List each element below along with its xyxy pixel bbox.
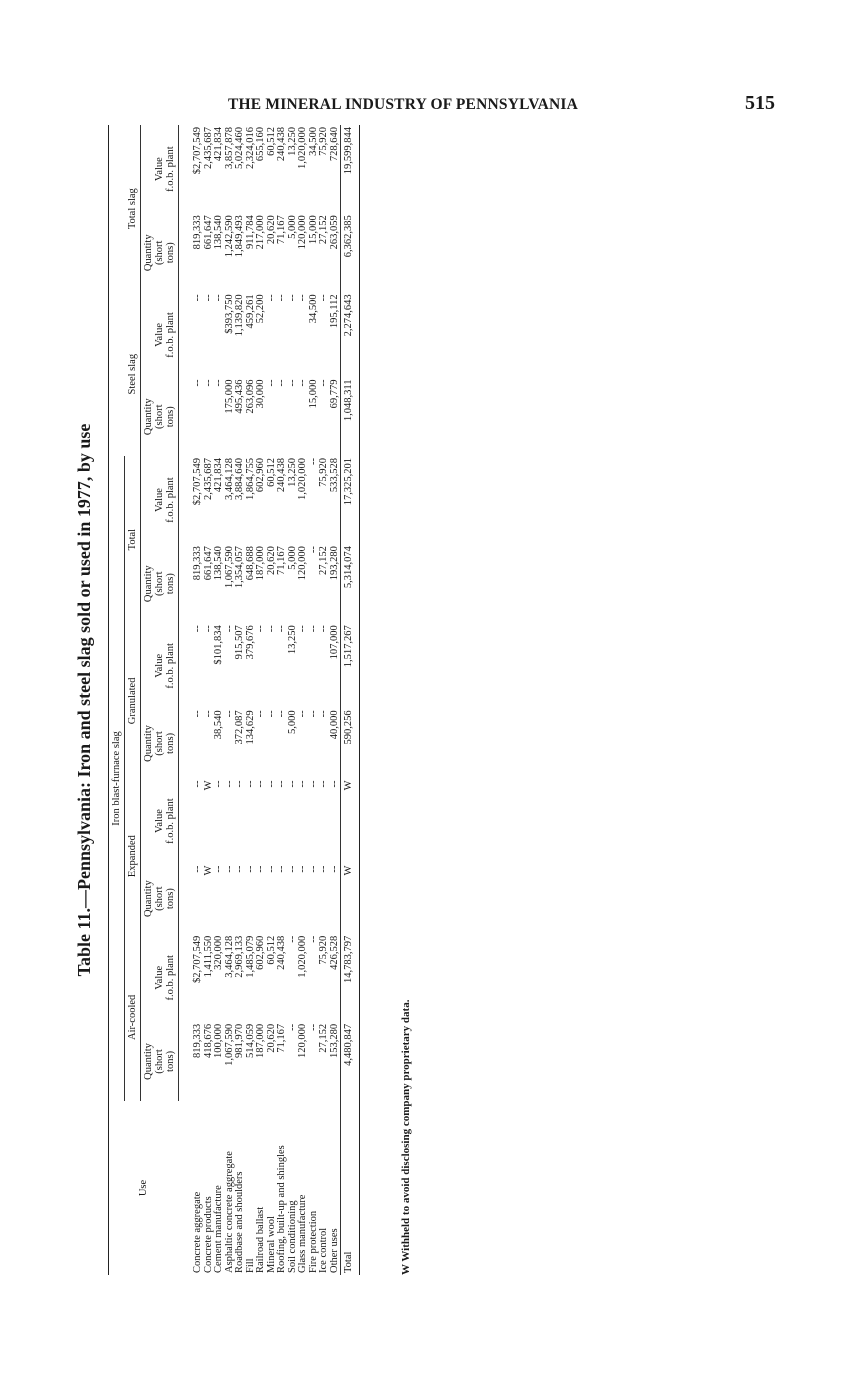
value-cell: 1,139,820 bbox=[234, 294, 245, 337]
value-cell: 52,200 bbox=[255, 294, 266, 324]
quantity-subheader bbox=[141, 1022, 179, 1101]
value-subheader-line: Value bbox=[154, 809, 165, 834]
value-cell: -- bbox=[318, 865, 329, 873]
value-cell: -- bbox=[286, 1023, 298, 1031]
page-number: 515 bbox=[745, 92, 775, 114]
value-cell: 27,152 bbox=[318, 215, 329, 245]
use-cell: Concrete aggregate bbox=[192, 1191, 203, 1273]
value-cell: 187,000 bbox=[255, 546, 266, 581]
value-cell: -- bbox=[297, 780, 308, 788]
value-cell: 71,167 bbox=[276, 1023, 287, 1053]
value-cell: 240,438 bbox=[276, 127, 287, 162]
value-cell: -- bbox=[202, 625, 214, 633]
value-cell: 4,480,847 bbox=[341, 1022, 360, 1101]
value-cell: 5,000 bbox=[286, 710, 298, 735]
value-cell: -- bbox=[307, 546, 319, 554]
quantity-subheader-line: tons) bbox=[165, 242, 176, 264]
value-cell: 1,242,590 bbox=[223, 215, 235, 258]
value-cell: -- bbox=[276, 710, 287, 718]
value-subheader bbox=[141, 292, 179, 377]
value-cell: -- bbox=[265, 780, 277, 788]
value-cell: 120,000 bbox=[297, 215, 308, 250]
value-cell: 5,314,074 bbox=[341, 544, 360, 623]
table-row bbox=[277, 125, 288, 1275]
total-slag-header: Total slag bbox=[109, 125, 141, 292]
value-cell: 5,000 bbox=[286, 215, 298, 239]
value-cell: -- bbox=[192, 710, 203, 718]
value-cell: -- bbox=[318, 379, 329, 387]
value-subheader-line: Value bbox=[154, 653, 165, 678]
table-row bbox=[298, 125, 309, 1275]
value-cell: 34,500 bbox=[307, 294, 319, 324]
value-cell: 60,512 bbox=[265, 935, 277, 965]
value-cell: W bbox=[202, 780, 214, 791]
value-cell: 14,783,797 bbox=[341, 934, 360, 1022]
value-cell: 20,620 bbox=[265, 1023, 277, 1053]
value-cell: 13,250 bbox=[286, 625, 298, 655]
quantity-subheader-line: (short bbox=[154, 1049, 165, 1074]
use-cell: Cement manufacture bbox=[213, 1185, 224, 1273]
value-cell: 27,152 bbox=[318, 1023, 329, 1053]
value-cell: 911,784 bbox=[244, 215, 256, 249]
value-cell: -- bbox=[307, 625, 319, 633]
value-cell: 1,864,755 bbox=[244, 457, 256, 500]
value-cell: 1,354,057 bbox=[234, 546, 245, 589]
value-cell: 648,688 bbox=[244, 546, 256, 581]
quantity-subheader bbox=[141, 213, 179, 292]
value-cell: 1,020,000 bbox=[297, 127, 308, 169]
value-cell: 107,000 bbox=[328, 625, 340, 660]
value-subheader-line: f.o.b. plant bbox=[165, 955, 176, 1001]
value-cell: 193,280 bbox=[328, 546, 340, 581]
value-cell: -- bbox=[234, 865, 245, 873]
value-cell: 372,087 bbox=[234, 710, 245, 745]
value-cell: -- bbox=[265, 710, 277, 718]
value-cell: W bbox=[341, 864, 360, 934]
value-cell: 495,436 bbox=[234, 379, 245, 414]
value-cell: -- bbox=[276, 625, 287, 633]
use-cell: Fill bbox=[244, 1258, 256, 1273]
value-cell: 1,411,550 bbox=[202, 935, 214, 978]
table-row bbox=[319, 125, 330, 1275]
value-cell: W bbox=[202, 865, 214, 876]
value-cell: 819,333 bbox=[192, 546, 203, 581]
value-cell: -- bbox=[255, 780, 266, 788]
value-cell: 3,857,878 bbox=[223, 127, 235, 169]
value-cell: -- bbox=[318, 294, 329, 302]
value-cell: -- bbox=[318, 780, 329, 788]
value-cell: 27,152 bbox=[318, 546, 329, 575]
value-cell: 661,647 bbox=[202, 546, 214, 581]
quantity-subheader-line: Quantity bbox=[143, 725, 154, 762]
value-cell: -- bbox=[286, 379, 298, 387]
value-cell: 1,020,000 bbox=[297, 457, 308, 500]
value-cell: 5,000 bbox=[286, 546, 298, 570]
quantity-subheader bbox=[141, 708, 179, 778]
quantity-subheader-line: tons) bbox=[165, 888, 176, 910]
value-cell: -- bbox=[234, 780, 245, 788]
value-cell: 2,435,687 bbox=[202, 457, 214, 500]
value-subheader bbox=[141, 934, 179, 1022]
value-cell: -- bbox=[297, 379, 308, 387]
use-cell: Roadbase and shoulders bbox=[234, 1171, 245, 1273]
value-cell: 1,048,311 bbox=[341, 378, 360, 456]
use-cell: Fire protection bbox=[307, 1210, 319, 1273]
value-cell: -- bbox=[192, 625, 203, 633]
value-cell: -- bbox=[202, 294, 214, 302]
value-cell: 187,000 bbox=[255, 1023, 266, 1058]
value-cell: 421,834 bbox=[213, 127, 224, 162]
table-row bbox=[235, 125, 246, 1275]
value-subheader-line: f.o.b. plant bbox=[165, 146, 176, 192]
value-subheader-line: f.o.b. plant bbox=[165, 312, 176, 358]
value-cell: 263,059 bbox=[328, 215, 340, 250]
value-cell: 3,884,640 bbox=[234, 457, 245, 500]
value-cell: 1,517,267 bbox=[341, 623, 360, 708]
slag-table bbox=[108, 125, 360, 1275]
value-cell: 75,920 bbox=[318, 127, 329, 156]
value-subheader-line: Value bbox=[154, 488, 165, 513]
use-cell: Railroad ballast bbox=[255, 1206, 266, 1273]
value-cell: 30,000 bbox=[255, 379, 266, 409]
value-cell: -- bbox=[223, 780, 235, 788]
quantity-subheader-line: tons) bbox=[165, 573, 176, 595]
value-cell: -- bbox=[223, 865, 235, 873]
use-cell: Other uses bbox=[328, 1228, 340, 1273]
quantity-subheader-line: (short bbox=[154, 404, 165, 429]
value-cell: -- bbox=[192, 379, 203, 387]
total-row bbox=[341, 125, 360, 1275]
quantity-subheader-line: (short bbox=[154, 240, 165, 266]
value-cell: -- bbox=[328, 865, 340, 873]
value-cell: -- bbox=[276, 294, 287, 302]
footnote: W Withheld to avoid disclosing company proprietary data. bbox=[400, 999, 412, 1275]
value-cell: 13,250 bbox=[286, 127, 298, 156]
value-cell: 728,640 bbox=[328, 127, 340, 162]
value-subheader-line: f.o.b. plant bbox=[165, 643, 176, 689]
value-cell: 590,256 bbox=[341, 708, 360, 778]
value-cell: 3,464,128 bbox=[223, 935, 235, 978]
value-cell: 2,274,643 bbox=[341, 292, 360, 377]
value-cell: 13,250 bbox=[286, 457, 298, 487]
value-cell: -- bbox=[202, 710, 214, 718]
value-cell: 15,000 bbox=[307, 379, 319, 409]
value-cell: -- bbox=[286, 780, 298, 788]
use-cell: Mineral wool bbox=[265, 1216, 277, 1273]
table-title: Table 11.—Pennsylvania: Iron and steel slag sold or used in 1977, by use bbox=[74, 423, 94, 977]
value-cell: -- bbox=[307, 457, 319, 465]
value-cell: 602,960 bbox=[255, 935, 266, 970]
value-cell: 3,464,128 bbox=[223, 457, 235, 500]
value-cell: 138,540 bbox=[213, 215, 224, 250]
value-cell: 100,000 bbox=[213, 1023, 224, 1058]
value-cell: 459,261 bbox=[244, 294, 256, 329]
value-cell: 1,485,079 bbox=[244, 935, 256, 978]
quantity-subheader-line: tons) bbox=[165, 406, 176, 428]
value-cell: 655,160 bbox=[255, 127, 266, 162]
use-cell: Roofing, built-up and shingles bbox=[276, 1145, 287, 1273]
value-cell: 60,512 bbox=[265, 457, 277, 487]
quantity-subheader-line: (short bbox=[154, 886, 165, 911]
value-cell: -- bbox=[265, 865, 277, 873]
quantity-subheader-line: tons) bbox=[165, 732, 176, 754]
value-cell: -- bbox=[286, 935, 298, 943]
value-cell: -- bbox=[286, 865, 298, 873]
rotated-table-block bbox=[60, 125, 430, 1275]
value-cell: 379,676 bbox=[244, 625, 256, 660]
use-cell: Glass manufacture bbox=[297, 1194, 308, 1273]
value-cell: -- bbox=[265, 294, 277, 302]
iron-total-header: Total bbox=[125, 456, 141, 623]
quantity-subheader-line: Quantity bbox=[143, 565, 154, 603]
value-cell: 981,970 bbox=[234, 1023, 245, 1058]
value-cell: 38,540 bbox=[213, 710, 224, 740]
value-subheader bbox=[141, 125, 179, 213]
value-subheader-line: Value bbox=[154, 322, 165, 347]
value-cell: -- bbox=[276, 780, 287, 788]
value-cell: $393,750 bbox=[223, 294, 235, 334]
value-cell: 138,540 bbox=[213, 546, 224, 581]
value-cell: 819,333 bbox=[192, 215, 203, 250]
value-cell: -- bbox=[307, 935, 319, 943]
value-cell: W bbox=[341, 778, 360, 863]
value-cell: 240,438 bbox=[276, 457, 287, 493]
value-cell: 263,096 bbox=[244, 379, 256, 414]
value-cell: 915,507 bbox=[234, 625, 245, 660]
value-cell: -- bbox=[276, 379, 287, 387]
use-cell: Soil conditioning bbox=[286, 1200, 298, 1273]
use-header: Use bbox=[109, 1101, 179, 1275]
value-cell: -- bbox=[318, 710, 329, 718]
value-cell: -- bbox=[192, 780, 203, 788]
table-row bbox=[193, 125, 204, 1275]
quantity-subheader-line: (short bbox=[154, 731, 165, 756]
use-cell: Ice control bbox=[318, 1227, 329, 1273]
value-cell: -- bbox=[192, 865, 203, 873]
value-cell: 175,000 bbox=[223, 379, 235, 414]
value-cell: 20,620 bbox=[265, 215, 277, 245]
value-cell: 6,362,385 bbox=[341, 213, 360, 292]
expanded-header: Expanded bbox=[125, 778, 141, 933]
value-cell: 1,849,493 bbox=[234, 215, 245, 258]
value-cell: 1,067,590 bbox=[223, 1023, 235, 1066]
quantity-subheader-line: tons) bbox=[165, 1050, 176, 1072]
value-cell: -- bbox=[213, 379, 224, 387]
value-cell: 661,647 bbox=[202, 215, 214, 250]
value-cell: 320,000 bbox=[213, 935, 224, 970]
value-cell: 134,629 bbox=[244, 710, 256, 745]
use-cell: Asphaltic concrete aggregate bbox=[223, 1151, 235, 1273]
quantity-subheader-line: Quantity bbox=[143, 234, 154, 272]
value-cell: 195,112 bbox=[328, 294, 340, 329]
value-cell: -- bbox=[255, 710, 266, 718]
value-cell: 533,528 bbox=[328, 457, 340, 493]
value-cell: -- bbox=[307, 865, 319, 873]
quantity-subheader bbox=[141, 378, 179, 456]
value-subheader bbox=[141, 456, 179, 544]
value-cell: 514,059 bbox=[244, 1023, 256, 1058]
value-cell: 1,067,590 bbox=[223, 546, 235, 589]
quantity-subheader bbox=[141, 864, 179, 934]
value-cell: 418,676 bbox=[202, 1023, 214, 1058]
value-cell: -- bbox=[297, 625, 308, 633]
value-cell: -- bbox=[223, 625, 235, 633]
value-cell: 34,500 bbox=[307, 127, 319, 156]
value-cell: -- bbox=[307, 1023, 319, 1031]
value-subheader bbox=[141, 778, 179, 863]
value-subheader-line: f.o.b. plant bbox=[165, 477, 176, 523]
value-cell: 60,512 bbox=[265, 127, 277, 156]
value-cell: -- bbox=[213, 780, 224, 788]
value-cell: -- bbox=[255, 865, 266, 873]
value-cell: -- bbox=[276, 865, 287, 873]
value-cell: -- bbox=[255, 625, 266, 633]
value-cell: 17,325,201 bbox=[341, 456, 360, 544]
value-cell: 421,834 bbox=[213, 457, 224, 493]
value-subheader-line: Value bbox=[154, 965, 165, 990]
value-cell: 69,779 bbox=[328, 379, 340, 409]
value-cell: $2,707,549 bbox=[192, 127, 203, 175]
value-cell: -- bbox=[192, 294, 203, 302]
table-row bbox=[330, 125, 341, 1275]
value-cell: -- bbox=[297, 710, 308, 718]
quantity-subheader bbox=[141, 544, 179, 623]
value-cell: 40,000 bbox=[328, 710, 340, 740]
value-cell: 20,620 bbox=[265, 546, 277, 575]
iron-group-header: Iron blast-furnace slag bbox=[109, 456, 125, 1101]
value-cell: -- bbox=[297, 865, 308, 873]
value-cell: -- bbox=[213, 294, 224, 302]
value-cell: 75,920 bbox=[318, 457, 329, 487]
value-cell: -- bbox=[213, 865, 224, 873]
granulated-header: Granulated bbox=[125, 623, 141, 778]
value-cell: $101,834 bbox=[213, 625, 224, 665]
value-cell: -- bbox=[307, 780, 319, 788]
value-cell: 240,438 bbox=[276, 935, 287, 970]
value-cell: -- bbox=[265, 625, 277, 633]
steel-group-header: Steel slag bbox=[109, 292, 141, 456]
value-cell: -- bbox=[244, 780, 256, 788]
value-cell: 75,920 bbox=[318, 935, 329, 965]
value-subheader-line: Value bbox=[154, 157, 165, 182]
value-cell: 2,324,016 bbox=[244, 127, 256, 169]
value-cell: -- bbox=[318, 625, 329, 633]
table-row bbox=[214, 125, 225, 1275]
value-cell: 71,167 bbox=[276, 215, 287, 245]
use-cell: Concrete products bbox=[202, 1196, 214, 1273]
value-cell: -- bbox=[244, 865, 256, 873]
value-subheader bbox=[141, 623, 179, 708]
value-cell: 1,020,000 bbox=[297, 935, 308, 978]
value-cell: -- bbox=[297, 294, 308, 302]
value-cell: $2,707,549 bbox=[192, 457, 203, 506]
air-cooled-header: Air-cooled bbox=[125, 934, 141, 1101]
value-cell: 153,280 bbox=[328, 1023, 340, 1058]
value-cell: 602,960 bbox=[255, 457, 266, 493]
value-cell: -- bbox=[307, 710, 319, 718]
value-cell: -- bbox=[328, 780, 340, 788]
value-cell: -- bbox=[202, 379, 214, 387]
value-cell: 120,000 bbox=[297, 1023, 308, 1058]
value-cell: 15,000 bbox=[307, 215, 319, 245]
value-cell: 71,167 bbox=[276, 546, 287, 575]
value-cell: 2,969,133 bbox=[234, 935, 245, 978]
table-row bbox=[256, 125, 267, 1275]
value-cell: 5,024,460 bbox=[234, 127, 245, 169]
quantity-subheader-line: (short bbox=[154, 571, 165, 596]
quantity-subheader-line: Quantity bbox=[143, 1043, 154, 1080]
value-cell: -- bbox=[286, 294, 298, 302]
use-cell: Total bbox=[341, 1101, 360, 1275]
running-head: THE MINERAL INDUSTRY OF PENNSYLVANIA bbox=[228, 96, 579, 113]
value-cell: 120,000 bbox=[297, 546, 308, 581]
value-cell: -- bbox=[265, 379, 277, 387]
value-cell: 426,528 bbox=[328, 935, 340, 970]
value-cell: $2,707,549 bbox=[192, 935, 203, 983]
value-cell: -- bbox=[223, 710, 235, 718]
value-cell: 819,333 bbox=[192, 1023, 203, 1058]
value-subheader-line: f.o.b. plant bbox=[165, 798, 176, 844]
value-cell: 2,435,687 bbox=[202, 127, 214, 169]
value-cell: 19,599,844 bbox=[341, 125, 360, 213]
value-cell: 217,000 bbox=[255, 215, 266, 250]
quantity-subheader-line: Quantity bbox=[143, 398, 154, 436]
quantity-subheader-line: Quantity bbox=[143, 880, 154, 918]
